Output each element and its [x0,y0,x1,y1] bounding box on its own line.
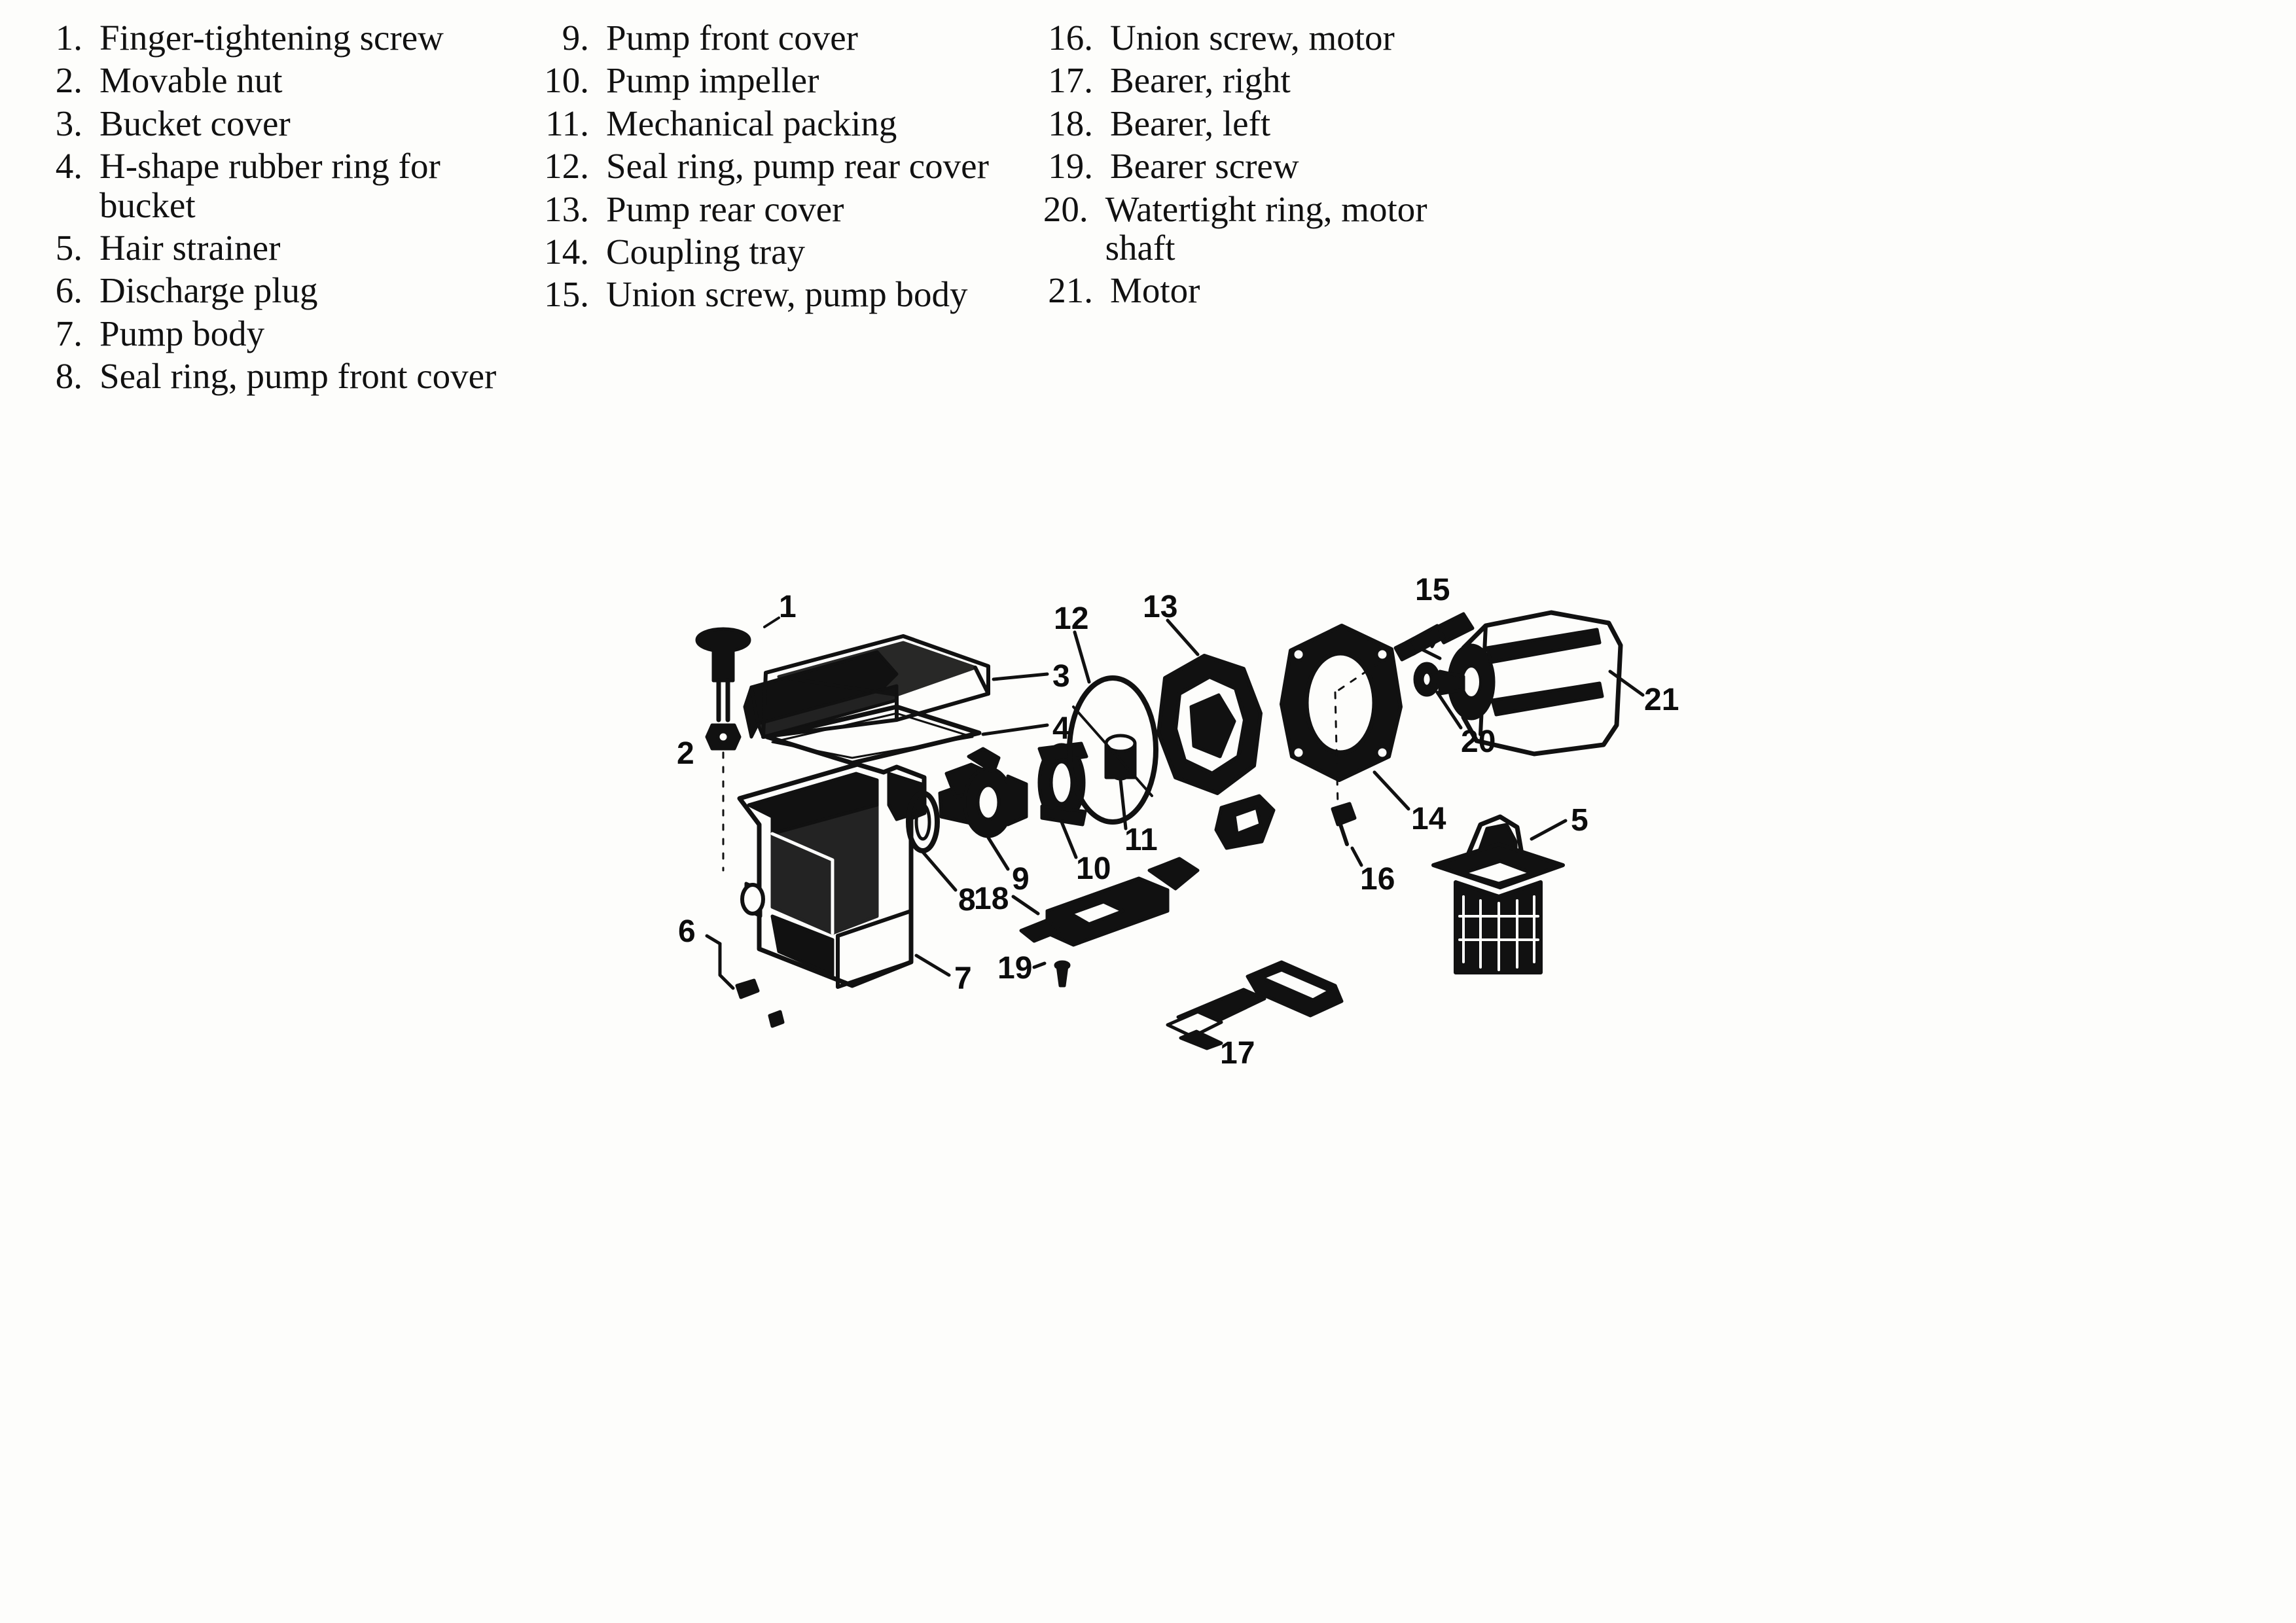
legend-label: Pump impeller [606,60,819,101]
legend-number: 19. [1048,146,1093,187]
part-pump-rear-cover [1158,620,1261,793]
callout-7: 7 [954,961,972,996]
legend-label: Pump rear cover [606,188,844,229]
legend-column-1 [20,18,517,400]
list-item [20,61,517,99]
list-item [517,147,1021,185]
legend-number: 9. [562,18,589,58]
list-item [20,228,517,267]
callout-16: 16 [1360,862,1395,897]
legend-label: Union screw, pump body [606,274,968,315]
callout-11: 11 [1124,823,1158,857]
list-item [1021,18,1479,57]
list-item [1021,104,1479,143]
list-item [517,61,1021,99]
legend-label: Hair strainer [99,227,281,268]
callout-13: 13 [1143,590,1178,624]
legend-label: Seal ring, pump front cover [99,356,497,397]
legend-label: Bearer, left [1110,103,1271,143]
legend-label: Bearer, right [1110,60,1291,101]
list-item [20,18,517,57]
exploded-diagram [677,573,2278,1603]
callout-4: 4 [1052,711,1070,746]
legend-label: Pump body [99,313,265,353]
legend-number: 17. [1048,60,1093,101]
callout-12: 12 [1054,601,1089,636]
part-pump-front-cover [940,749,1026,869]
legend-number: 15. [544,274,589,315]
legend-column-3 [1021,18,1479,400]
list-item [20,271,517,310]
callout-21: 21 [1644,683,1679,717]
legend-number: 18. [1048,103,1093,143]
callout-8: 8 [958,883,976,918]
legend-label: Motor [1110,270,1200,311]
callout-6: 6 [678,914,696,949]
legend-number: 5. [55,227,82,268]
legend-number: 13. [544,188,589,229]
legend-label: Coupling tray [606,231,806,272]
list-item [517,190,1021,228]
list-item [20,147,517,224]
legend-number: 6. [55,270,82,311]
list-item [517,232,1021,271]
legend-number: 20. [1043,188,1088,229]
legend-column-2 [517,18,1021,400]
legend-number: 12. [544,146,589,187]
legend-label: Bucket cover [99,103,291,143]
callout-3: 3 [1052,659,1070,694]
legend-number: 21. [1048,270,1093,311]
callout-20: 20 [1461,724,1496,759]
callout-17: 17 [1220,1036,1255,1071]
callout-15: 15 [1415,573,1450,607]
legend-number: 7. [55,313,82,353]
legend-label: Mechanical packing [606,103,897,143]
legend-label: Movable nut [99,60,283,101]
legend-label: Watertight ring, motor shaft [1105,188,1427,268]
list-item [517,104,1021,143]
callout-18: 18 [974,882,1009,916]
legend-number: 16. [1048,18,1093,58]
callout-1: 1 [779,590,797,624]
legend-label: H-shape rubber ring for bucket [99,146,440,225]
legend-number: 3. [55,103,82,143]
part-bucket-cover [745,636,1047,737]
legend-label: Union screw, motor [1110,18,1395,58]
legend-number: 11. [545,103,589,143]
callout-5: 5 [1571,803,1588,838]
callout-19: 19 [997,951,1033,986]
list-item [1021,147,1479,185]
legend-number: 10. [544,60,589,101]
part-hair-strainer [1433,817,1566,972]
legend-number: 4. [55,146,82,187]
parts-legend [20,18,1525,400]
part-coupling-half [1216,796,1274,848]
legend-label: Bearer screw [1110,146,1299,187]
legend-number: 14. [544,231,589,272]
list-item [20,104,517,143]
callout-14: 14 [1411,802,1446,836]
list-item [1021,190,1479,268]
list-item [1021,61,1479,99]
legend-label: Seal ring, pump rear cover [606,146,989,187]
list-item [517,275,1021,313]
part-discharge-plug [707,936,783,1026]
part-coupling-tray [1282,626,1408,809]
list-item [1021,271,1479,310]
callout-2: 2 [677,736,694,771]
list-item [20,314,517,353]
legend-number: 2. [55,60,82,101]
legend-number: 8. [55,356,82,397]
callout-9: 9 [1012,862,1030,897]
list-item [20,357,517,395]
part-bearer-screw [1034,962,1069,986]
legend-number: 1. [55,18,82,58]
legend-label: Pump front cover [606,18,858,58]
callout-10: 10 [1076,851,1111,886]
legend-label: Discharge plug [99,270,318,311]
list-item [517,18,1021,57]
legend-label: Finger-tightening screw [99,18,444,58]
part-movable-nut [707,725,740,870]
